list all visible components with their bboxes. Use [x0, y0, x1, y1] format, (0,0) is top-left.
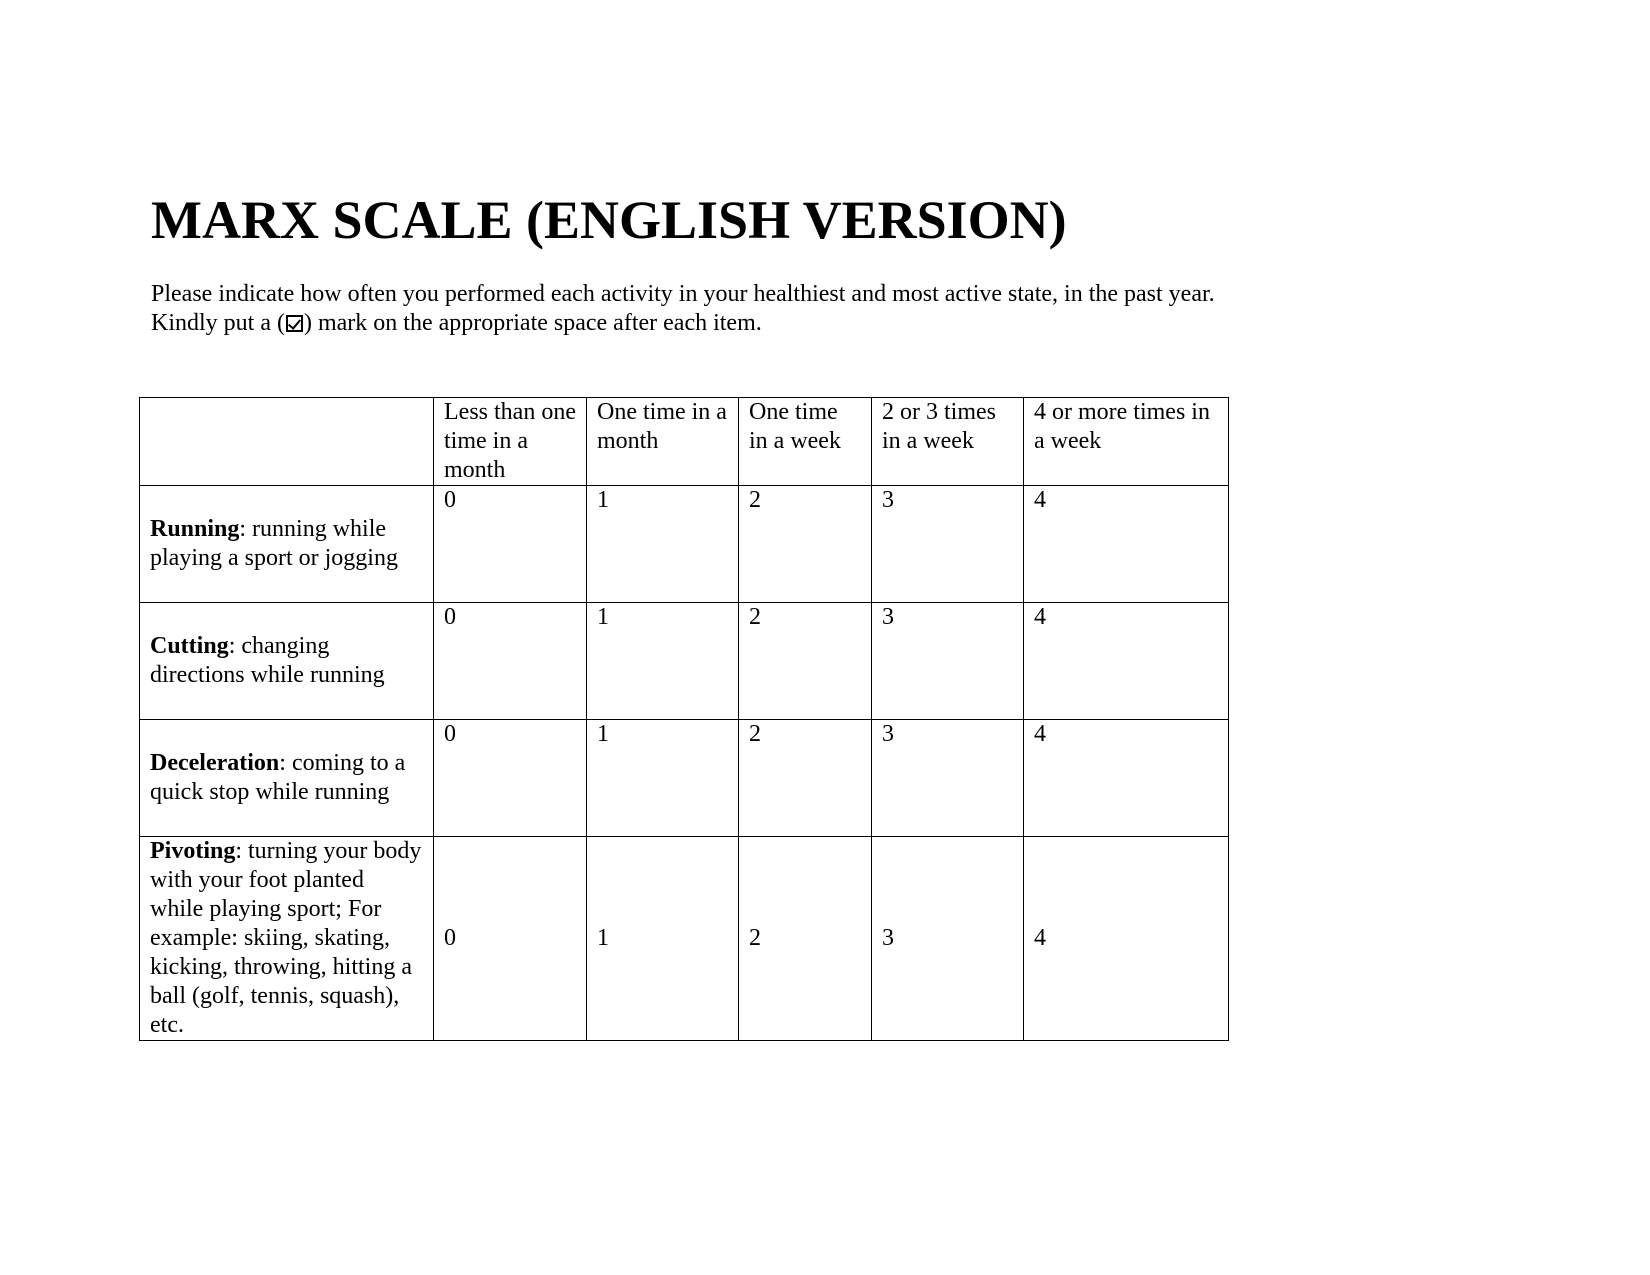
score-option[interactable]: 2 — [739, 837, 872, 1041]
header-cell-monthly: One time in a month — [587, 398, 739, 486]
table-row-cutting — [140, 603, 1229, 720]
score-option[interactable]: 0 — [434, 837, 587, 1041]
activity-description: : running while playing a sport or jogging — [150, 516, 398, 571]
header-cell-less-than-monthly: Less than one time in a month — [434, 398, 587, 486]
score-option[interactable]: 1 — [587, 603, 739, 720]
score-option[interactable]: 2 — [739, 720, 872, 837]
score-option[interactable]: 0 — [434, 720, 587, 837]
activity-description: : coming to a quick stop while running — [150, 750, 406, 805]
table-row-pivoting — [140, 837, 1229, 1041]
score-option[interactable]: 3 — [872, 486, 1024, 603]
header-cell-weekly: One time in a week — [739, 398, 872, 486]
score-option[interactable]: 4 — [1024, 720, 1229, 837]
activity-name: Running — [150, 516, 240, 542]
score-option[interactable]: 2 — [739, 486, 872, 603]
activity-cell-deceleration — [140, 720, 434, 837]
score-option[interactable]: 0 — [434, 603, 587, 720]
checked-box-icon — [286, 315, 303, 332]
score-option[interactable]: 4 — [1024, 837, 1229, 1041]
marx-scale-table — [139, 397, 1229, 1041]
score-option[interactable]: 2 — [739, 603, 872, 720]
activity-name: Cutting — [150, 633, 229, 659]
score-option[interactable]: 4 — [1024, 486, 1229, 603]
header-cell-4-plus-weekly: 4 or more times in a week — [1024, 398, 1229, 486]
page-title: MARX SCALE (ENGLISH VERSION) — [151, 190, 1067, 250]
score-option[interactable]: 1 — [587, 486, 739, 603]
score-option[interactable]: 1 — [587, 837, 739, 1041]
instruction-line-2 — [151, 309, 1451, 338]
instruction-text-before: Kindly put a ( — [151, 310, 285, 336]
score-option[interactable]: 0 — [434, 486, 587, 603]
activity-name: Deceleration — [150, 750, 280, 776]
table-row-running — [140, 486, 1229, 603]
score-option[interactable]: 3 — [872, 837, 1024, 1041]
score-option[interactable]: 4 — [1024, 603, 1229, 720]
activity-name: Pivoting — [150, 838, 236, 864]
instruction-line-1: Please indicate how often you performed each activity in your healthiest and most active state, in the past year. — [151, 281, 1215, 307]
instruction-text-after: ) mark on the appropriate space after each item. — [303, 310, 762, 336]
header-cell-activity — [140, 398, 434, 486]
activity-cell-running — [140, 486, 434, 603]
table-header-row — [140, 398, 1229, 486]
score-option[interactable]: 1 — [587, 720, 739, 837]
score-option[interactable]: 3 — [872, 603, 1024, 720]
instructions — [151, 280, 1451, 338]
header-cell-2-3-weekly: 2 or 3 times in a week — [872, 398, 1024, 486]
activity-cell-cutting — [140, 603, 434, 720]
activity-description: : turning your body with your foot planted while playing sport; For example: skiing, skating, kicking, throwing, hitting a ball (golf, tennis, squash), etc. — [150, 838, 422, 1038]
activity-description: : changing directions while running — [150, 633, 385, 688]
score-option[interactable]: 3 — [872, 720, 1024, 837]
activity-cell-pivoting — [140, 837, 434, 1041]
table-row-deceleration — [140, 720, 1229, 837]
